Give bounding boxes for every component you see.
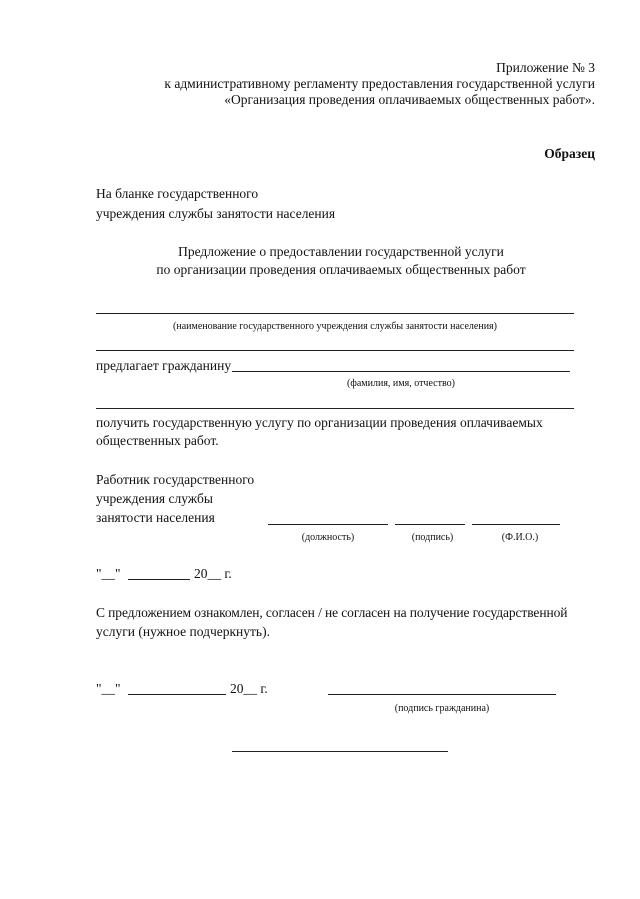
citizen-signature-caption: (подпись гражданина) [394, 703, 490, 714]
consent-text-line1: С предложением ознакомлен, согласен / не согласен на получение государственной [96, 605, 568, 620]
citizen-name-caption: (фамилия, имя, отчество) [347, 378, 455, 389]
worker-fio-caption: (Ф.И.О.) [501, 532, 539, 543]
institution-name-line [96, 313, 574, 314]
blank-note-line2: учреждения службы занятости населения [96, 206, 336, 221]
position-line [268, 524, 388, 525]
appendix-service-name: «Организация проведения оплачиваемых общественных работ». [224, 92, 595, 107]
institution-name-caption: (наименование государственного учреждения службы занятости населения) [173, 321, 497, 332]
receive-service-text-line1: получить государственную услугу по организации проведения оплачиваемых [96, 415, 543, 430]
date1-day: "__" [96, 566, 121, 581]
blank-note-line1: На бланке государственного [96, 186, 259, 201]
date1-month-line [128, 579, 190, 580]
date2-month-line [128, 694, 226, 695]
citizen-signature-line [328, 694, 556, 695]
appendix-regulation: к административному регламенту предоставления государственной услуги [164, 76, 595, 91]
document-title-line1: Предложение о предоставлении государственной услуги [178, 244, 504, 259]
citizen-name-line [232, 371, 570, 372]
worker-fio-line [472, 524, 560, 525]
signature-line [395, 524, 465, 525]
appendix-number: Приложение № 3 [496, 60, 595, 75]
document-title-line2: по организации проведения оплачиваемых общественных работ [156, 262, 526, 277]
consent-text-line2: услуги (нужное подчеркнуть). [96, 624, 270, 639]
date2-day: "__" [96, 681, 121, 696]
bottom-divider [232, 751, 448, 752]
date1-year: 20__ г. [194, 566, 232, 581]
signature-caption: (подпись) [411, 532, 454, 543]
date2-year: 20__ г. [230, 681, 268, 696]
worker-label-line1: Работник государственного [96, 472, 255, 487]
institution-name-line-2 [96, 350, 574, 351]
sample-label: Образец [544, 146, 595, 161]
offers-label: предлагает гражданину [96, 358, 232, 373]
position-caption: (должность) [301, 532, 355, 543]
worker-label-line2: учреждения службы [96, 491, 213, 506]
worker-label-line3: занятости населения [96, 510, 215, 525]
receive-service-text-line2: общественных работ. [96, 433, 219, 448]
citizen-name-line-2 [96, 408, 574, 409]
